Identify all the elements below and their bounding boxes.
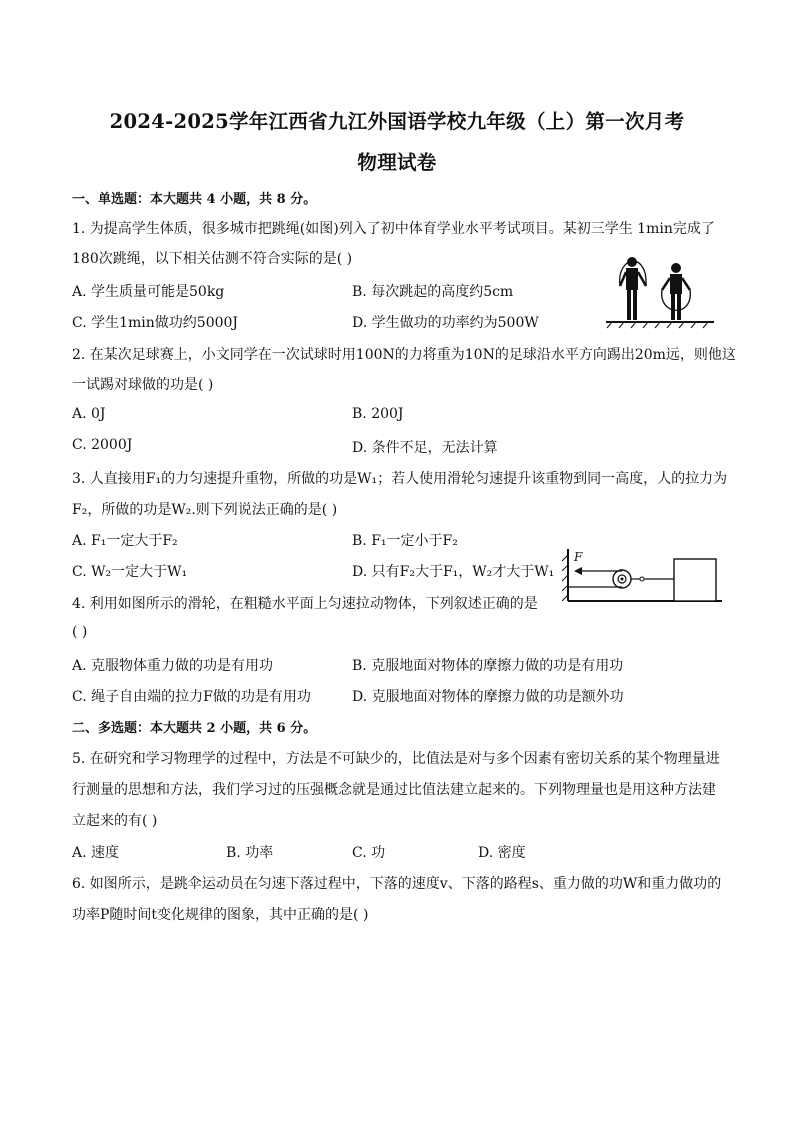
question-2-option-c: C. 2000J [72,437,133,453]
question-1-option-a: A. 学生质量可能是50kg [72,284,225,300]
question-4-option-a: A. 克服物体重力做的功是有用功 [72,658,274,674]
question-4-line-2: ( ) [72,624,88,640]
question-4-option-b: B. 克服地面对物体的摩擦力做的功是有用功 [352,658,624,674]
question-4-option-d: D. 克服地面对物体的摩擦力做的功是额外功 [352,689,624,705]
question-6-line-1: 6. 如图所示，是跳伞运动员在匀速下落过程中，下落的速度v、下落的路程s、重力做的功W和重力做功的 [72,876,722,892]
question-1-line-1: 1. 为提高学生体质，很多城市把跳绳(如图)列入了初中体育学业水平考试项目。某初三学生 1min完成了 [72,221,715,237]
jump-rope-figure [604,246,716,330]
force-label: F [574,550,583,564]
question-1-option-b: B. 每次跳起的高度约5cm [352,284,514,300]
question-5-line-1: 5. 在研究和学习物理学的过程中，方法是不可缺少的，比值法是对与多个因素有密切关系的某个物理量进 [72,751,720,767]
question-4-line-1: 4. 利用如图所示的滑轮，在粗糙水平面上匀速拉动物体，下列叙述正确的是 [72,596,538,612]
section-heading-single-choice: 一、单选题：本大题共 4 小题，共 8 分。 [72,192,317,207]
question-3-line-2: F₂，所做的功是W₂.则下列说法正确的是( ) [72,502,338,518]
section-heading-multiple-choice: 二、多选题：本大题共 2 小题，共 6 分。 [72,721,317,736]
question-6-line-2: 功率P随时间t变化规律的图象，其中正确的是( ) [72,907,369,923]
question-2-line-2: 一试踢对球做的功是( ) [72,377,214,393]
question-2-option-b: B. 200J [352,406,404,422]
question-3-option-d: D. 只有F₂大于F₁，W₂才大于W₁ [352,564,555,580]
question-3-line-1: 3. 人直接用F₁的力匀速提升重物，所做的功是W₁；若人使用滑轮匀速提升该重物到同一高度，人的拉力为 [72,471,728,487]
question-2-option-a: A. 0J [72,406,106,422]
question-3-option-a: A. F₁一定大于F₂ [72,533,178,549]
question-2-option-d: D. 条件不足，无法计算 [352,440,498,456]
question-3-option-c: C. W₂一定大于W₁ [72,564,188,580]
question-1-option-d: D. 学生做功的功率约为500W [352,315,539,331]
question-5-option-d: D. 密度 [478,845,526,861]
question-1-option-c: C. 学生1min做功约5000J [72,315,239,331]
question-5-line-3: 立起来的有( ) [72,813,158,829]
exam-subtitle: 物理试卷 [357,151,437,174]
exam-title: 2024-2025学年江西省九江外国语学校九年级（上）第一次月考 [109,110,685,133]
question-3-option-b: B. F₁一定小于F₂ [352,533,458,549]
pulley-figure [560,545,724,607]
question-5-option-c: C. 功 [352,845,386,861]
question-4-option-c: C. 绳子自由端的拉力F做的功是有用功 [72,689,311,705]
question-5-option-a: A. 速度 [72,845,120,861]
question-2-line-1: 2. 在某次足球赛上，小文同学在一次试球时用100N的力将重为10N的足球沿水平方向踢出20m远，则他这 [72,347,736,363]
question-1-line-2: 180次跳绳，以下相关估测不符合实际的是( ) [72,251,353,267]
question-5-option-b: B. 功率 [226,845,274,861]
question-5-line-2: 行测量的思想和方法，我们学习过的压强概念就是通过比值法建立起来的。下列物理量也是用这种方法建 [72,782,716,798]
